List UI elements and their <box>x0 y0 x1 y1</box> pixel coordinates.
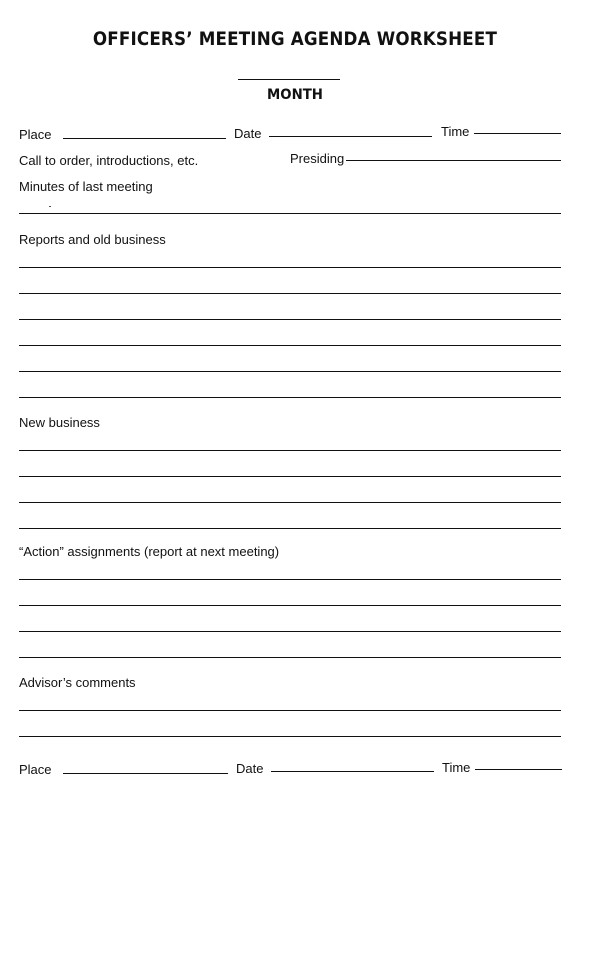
action-line[interactable] <box>19 631 561 632</box>
date-label: Date <box>234 126 262 141</box>
footer-place-blank[interactable] <box>63 773 228 774</box>
reports-line[interactable] <box>19 267 561 268</box>
advisor-line[interactable] <box>19 736 561 737</box>
time-blank[interactable] <box>474 133 561 134</box>
action-line[interactable] <box>19 579 561 580</box>
date-blank[interactable] <box>269 136 432 137</box>
month-blank[interactable] <box>238 79 340 80</box>
new-business-line[interactable] <box>19 476 561 477</box>
reports-line[interactable] <box>19 371 561 372</box>
section-minutes-label: Minutes of last meeting <box>19 179 153 194</box>
footer-time-label: Time <box>442 760 471 775</box>
time-label: Time <box>441 124 470 139</box>
action-line[interactable] <box>19 657 561 658</box>
new-business-line[interactable] <box>19 502 561 503</box>
month-label: MONTH <box>267 87 323 103</box>
reports-line[interactable] <box>19 397 561 398</box>
section-action-label: “Action” assignments (report at next meeting) <box>19 544 280 559</box>
worksheet-title: OFFICERS’ MEETING AGENDA WORKSHEET <box>92 28 498 50</box>
advisor-line[interactable] <box>19 710 561 711</box>
footer-time-blank[interactable] <box>475 769 562 770</box>
reports-line[interactable] <box>19 293 561 294</box>
footer-date-blank[interactable] <box>271 771 434 772</box>
footer-place-label: Place <box>19 762 52 777</box>
call-to-order-label: Call to order, introductions, etc. <box>19 153 199 168</box>
scan-speck <box>49 206 51 207</box>
reports-line[interactable] <box>19 345 561 346</box>
presiding-label: Presiding <box>290 151 345 166</box>
action-line[interactable] <box>19 605 561 606</box>
new-business-line[interactable] <box>19 450 561 451</box>
section-new-business-label: New business <box>19 415 100 430</box>
place-blank[interactable] <box>63 138 226 139</box>
section-advisor-label: Advisor’s comments <box>19 675 136 690</box>
section-reports-label: Reports and old business <box>19 232 166 247</box>
minutes-line[interactable] <box>19 213 561 214</box>
footer-date-label: Date <box>236 761 264 776</box>
reports-line[interactable] <box>19 319 561 320</box>
new-business-line[interactable] <box>19 528 561 529</box>
presiding-blank[interactable] <box>346 160 561 161</box>
place-label: Place <box>19 127 52 142</box>
